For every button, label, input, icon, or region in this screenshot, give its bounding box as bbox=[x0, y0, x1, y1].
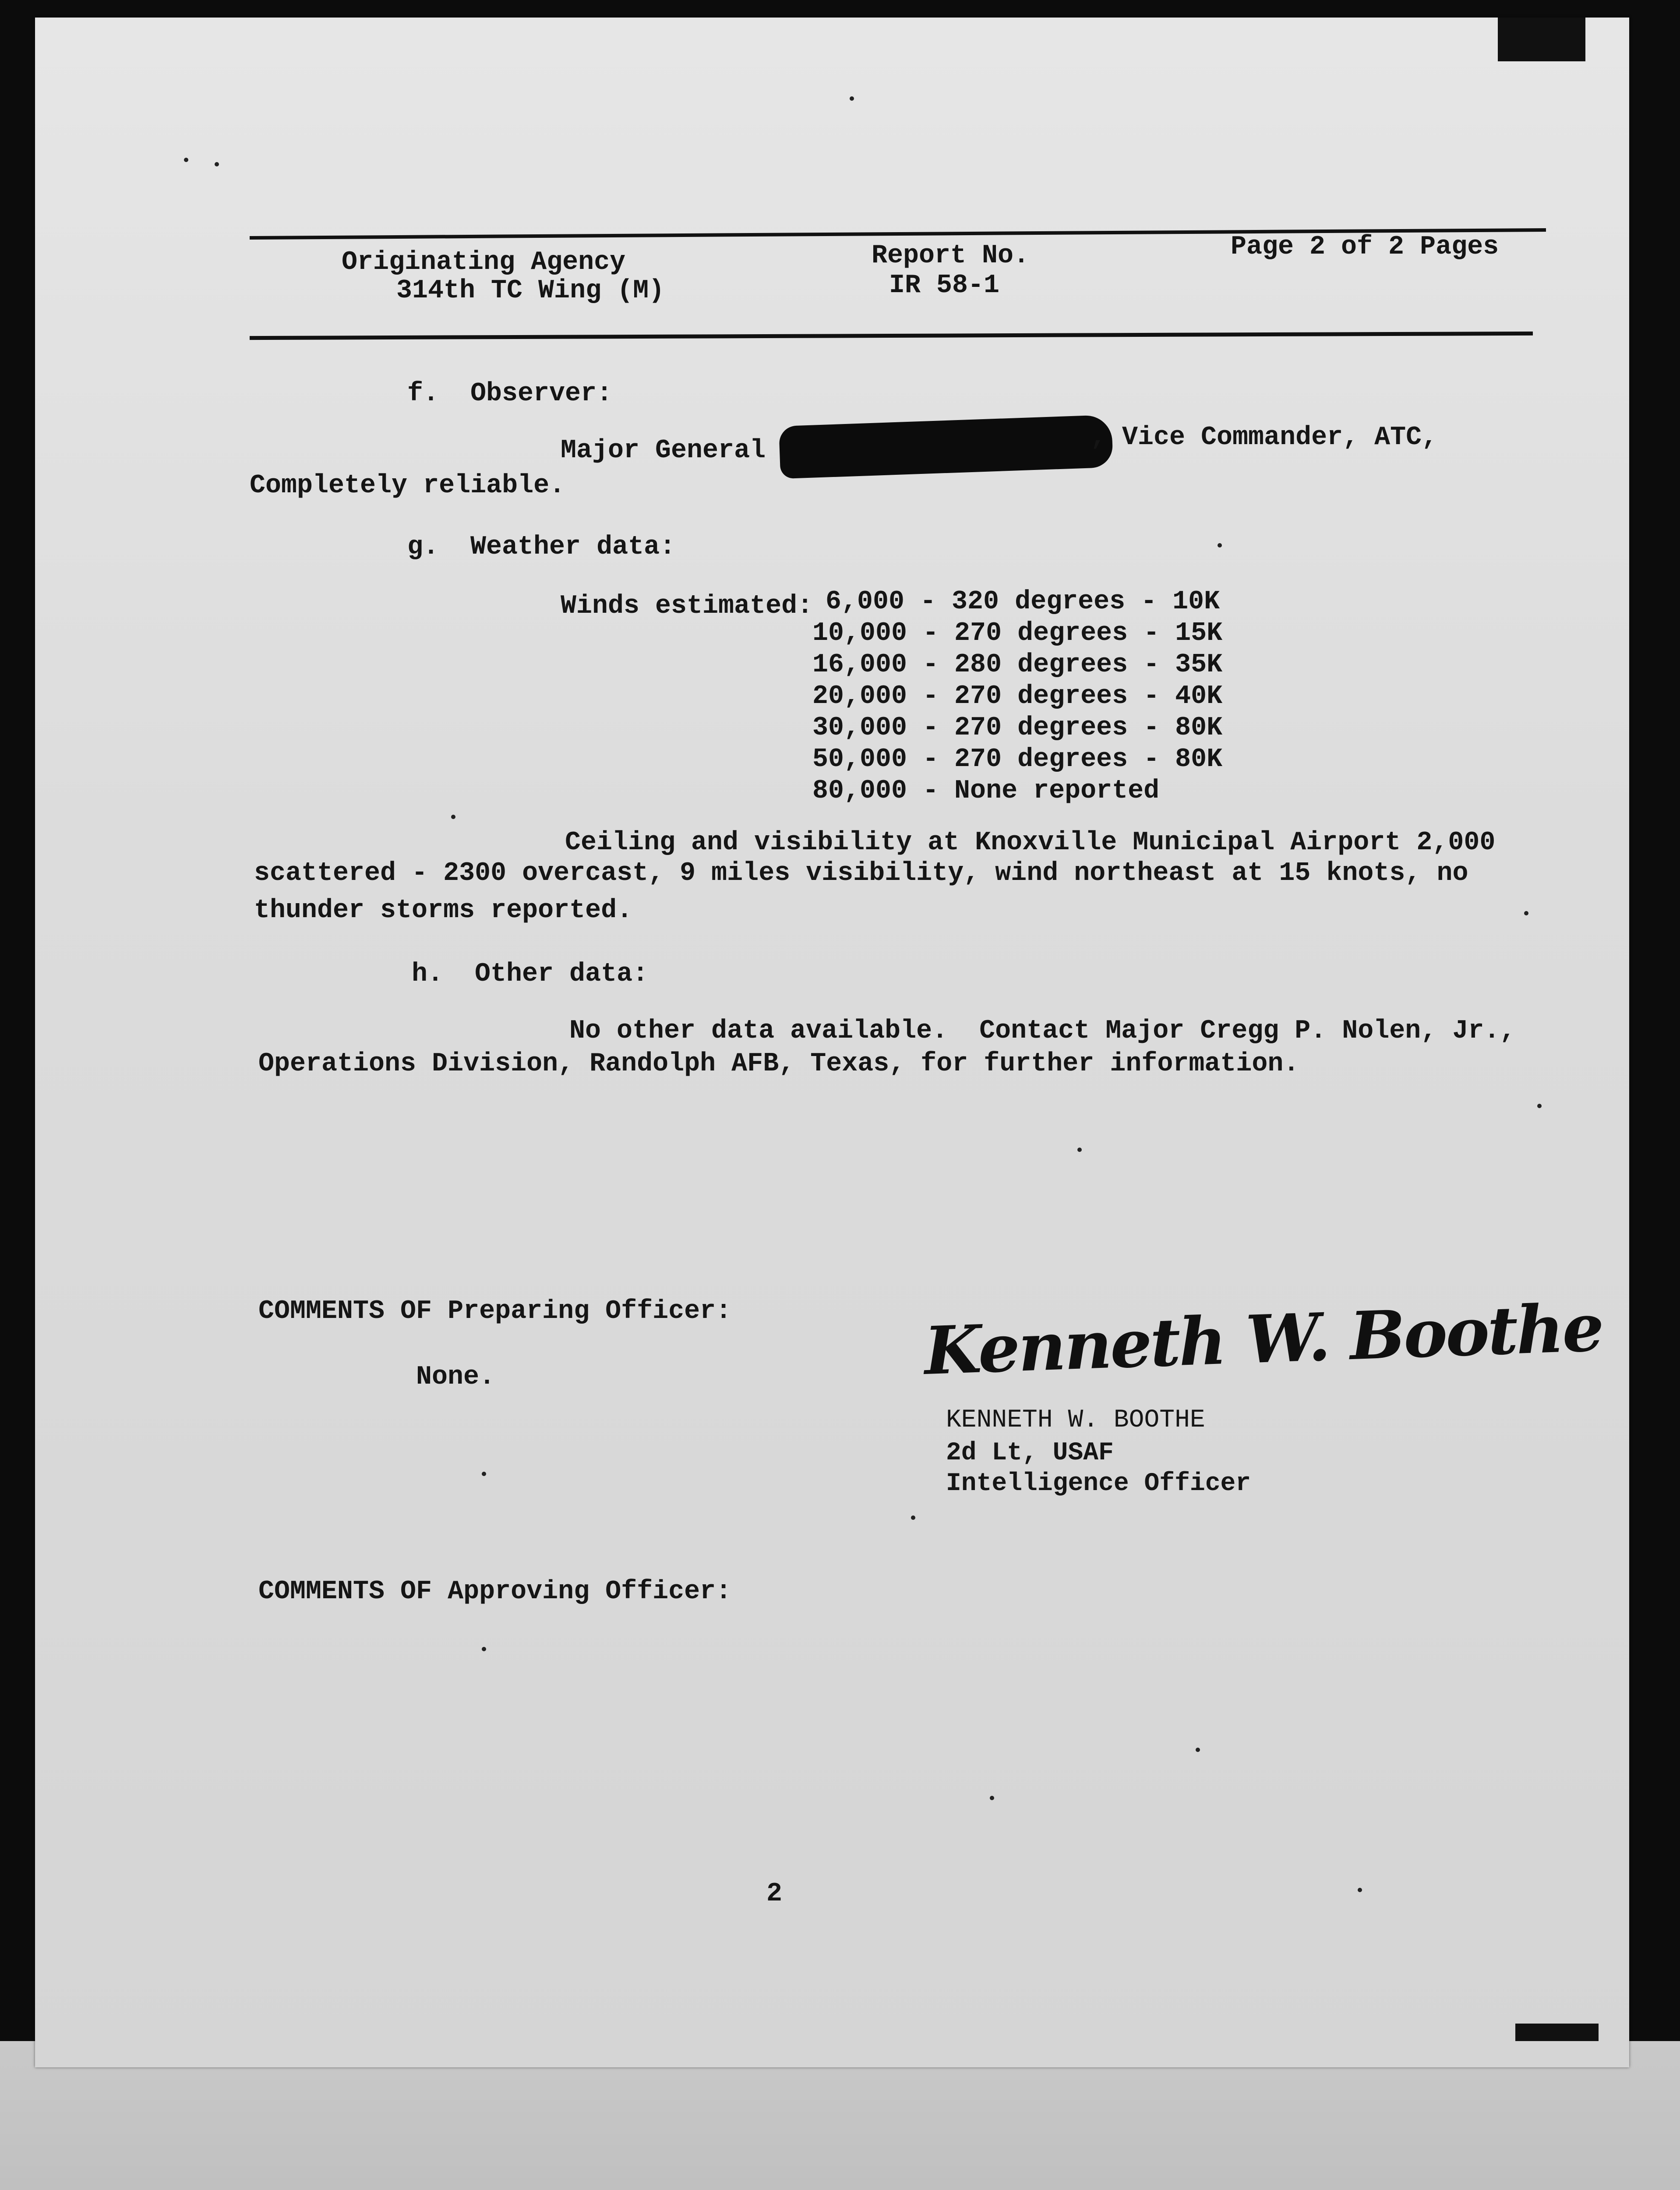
wind-row: 50,000 - 270 degrees - 80K bbox=[812, 745, 1223, 774]
other-heading: h. Other data: bbox=[412, 959, 649, 989]
ceiling-line: scattered - 2300 overcast, 9 miles visibility, wind northeast at 15 knots, no bbox=[254, 858, 1468, 888]
observer-line1-start: Major General bbox=[561, 436, 766, 466]
preparing-heading: COMMENTS OF Preparing Officer: bbox=[258, 1296, 732, 1326]
wind-row: 30,000 - 270 degrees - 80K bbox=[812, 713, 1223, 743]
agency-label: Originating Agency bbox=[342, 247, 626, 277]
observer-line2: Completely reliable. bbox=[250, 471, 565, 501]
wind-row: 16,000 - 280 degrees - 35K bbox=[812, 650, 1223, 680]
top-corner-mark bbox=[1498, 18, 1585, 61]
scan-speck bbox=[215, 162, 219, 166]
ceiling-line: thunder storms reported. bbox=[254, 896, 633, 925]
wind-row: 80,000 - None reported bbox=[812, 776, 1160, 806]
scan-speck bbox=[482, 1647, 486, 1651]
wind-row: 10,000 - 270 degrees - 15K bbox=[812, 618, 1223, 648]
scan-speck bbox=[184, 158, 188, 162]
observer-heading: f. Observer: bbox=[407, 379, 613, 409]
signer-rank: 2d Lt, USAF bbox=[946, 1439, 1114, 1467]
preparing-comment: None. bbox=[416, 1362, 495, 1392]
redaction-bar bbox=[779, 415, 1113, 479]
document-page bbox=[35, 18, 1629, 2067]
agency-value: 314th TC Wing (M) bbox=[396, 276, 665, 306]
weather-heading: g. Weather data: bbox=[407, 532, 676, 562]
winds-label: Winds estimated: bbox=[561, 591, 813, 621]
scan-speck bbox=[1077, 1148, 1082, 1152]
observer-line1-end: , Vice Commander, ATC, bbox=[1091, 423, 1438, 452]
scan-speck bbox=[451, 815, 455, 819]
scan-speck bbox=[911, 1515, 915, 1520]
report-label: Report No. bbox=[872, 241, 1030, 271]
other-line: Operations Division, Randolph AFB, Texas, for further information. bbox=[258, 1049, 1299, 1079]
signer-name: KENNETH W. BOOTHE bbox=[946, 1406, 1205, 1434]
scan-speck bbox=[1524, 911, 1528, 915]
bottom-corner-mark bbox=[1515, 2024, 1599, 2041]
scan-speck bbox=[1196, 1748, 1200, 1752]
ceiling-line: Ceiling and visibility at Knoxville Municipal Airport 2,000 bbox=[565, 828, 1496, 858]
approving-heading: COMMENTS OF Approving Officer: bbox=[258, 1577, 732, 1607]
scan-speck bbox=[850, 96, 854, 101]
scan-speck bbox=[482, 1472, 486, 1476]
signer-title: Intelligence Officer bbox=[946, 1469, 1251, 1498]
scan-speck bbox=[1358, 1888, 1362, 1892]
scan-speck bbox=[990, 1796, 994, 1800]
report-value: IR 58-1 bbox=[889, 271, 1000, 300]
wind-row: 20,000 - 270 degrees - 40K bbox=[812, 682, 1223, 711]
scan-speck bbox=[1218, 543, 1222, 548]
handwritten-signature: Kenneth W. Boothe bbox=[923, 1289, 1604, 1390]
header-bottom-rule bbox=[250, 332, 1533, 340]
page-number: 2 bbox=[766, 1879, 783, 1909]
other-line: No other data available. Contact Major Cregg P. Nolen, Jr., bbox=[569, 1016, 1516, 1046]
scan-speck bbox=[1537, 1104, 1542, 1108]
page-count: Page 2 of 2 Pages bbox=[1231, 232, 1499, 262]
wind-row: 6,000 - 320 degrees - 10K bbox=[826, 587, 1220, 617]
